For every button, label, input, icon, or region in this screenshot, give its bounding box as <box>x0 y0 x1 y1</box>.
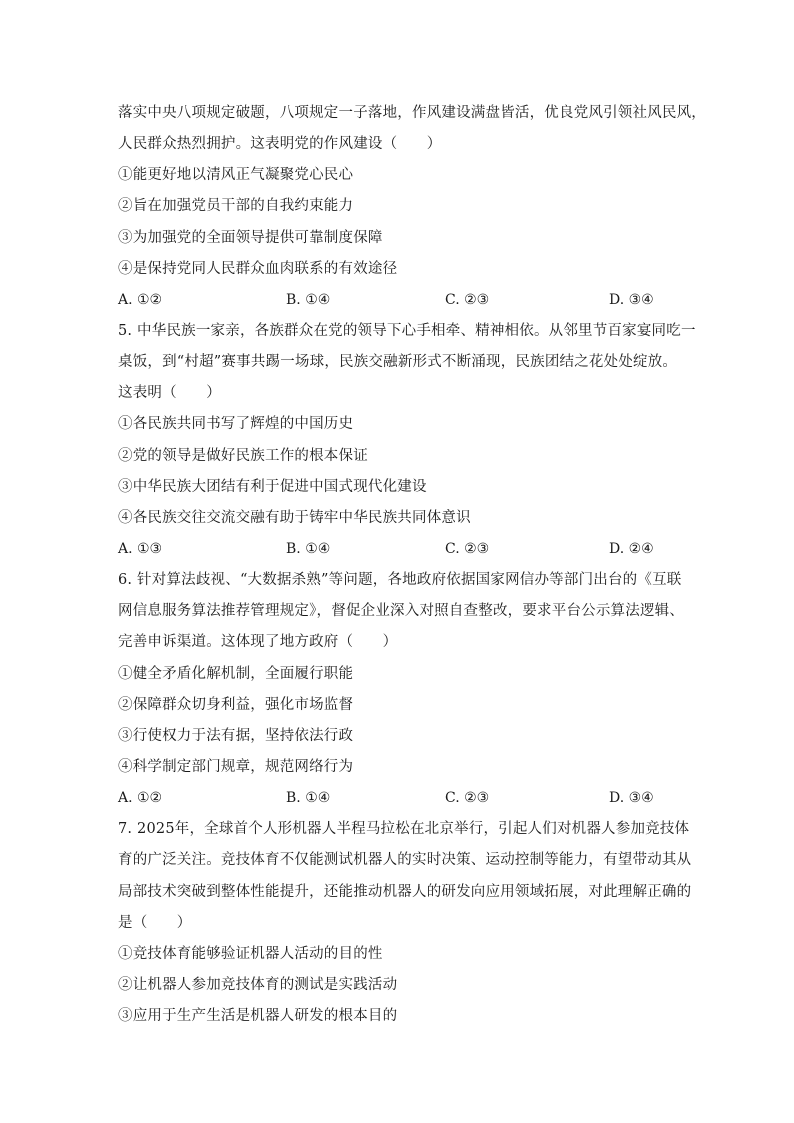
q4-option-b[interactable]: B. ①④ <box>286 292 331 308</box>
q6-statement-3: ③行使权力于法有据，坚持依法行政 <box>118 728 354 744</box>
q7-stem-line2: 育的广泛关注。竞技体育不仅能测试机器人的实时决策、运动控制等能力，有望带动其从 <box>118 852 692 868</box>
q4-option-a[interactable]: A. ①② <box>118 292 163 308</box>
q5-statement-4: ④各民族交往交流交融有助于铸牢中华民族共同体意识 <box>118 510 471 526</box>
q5-statement-2: ②党的领导是做好民族工作的根本保证 <box>118 448 368 464</box>
q6-option-d[interactable]: D. ③④ <box>609 790 654 806</box>
q6-option-c[interactable]: C. ②③ <box>445 790 490 806</box>
q4-stem-line2: 人民群众热烈拥护。这表明党的作风建设（ ） <box>118 136 442 152</box>
q4-option-d[interactable]: D. ③④ <box>609 292 654 308</box>
q4-option-c[interactable]: C. ②③ <box>445 292 490 308</box>
q6-stem-line2: 网信息服务算法推荐管理规定》，督促企业深入对照自查整改，要求平台公示算法逻辑、 <box>118 603 685 619</box>
q5-option-c[interactable]: C. ②③ <box>445 541 490 557</box>
q7-statement-2: ②让机器人参加竞技体育的测试是实践活动 <box>118 977 398 993</box>
q5-stem-line1: 5. 中华民族一家亲，各族群众在党的领导下心手相牵、精神相依。从邻里节百家宴同吃一 <box>118 323 696 339</box>
q7-statement-3: ③应用于生产生活是机器人研发的根本目的 <box>118 1008 398 1024</box>
q7-stem-line3: 局部技术突破到整体性能提升，还能推动机器人的研发向应用领域拓展，对此理解正确的 <box>118 884 692 900</box>
q4-stem-line1: 落实中央八项规定破题，八项规定一子落地，作风建设满盘皆活，优良党风引领社风民风， <box>118 105 706 121</box>
q5-statement-1: ①各民族共同书写了辉煌的中国历史 <box>118 416 354 432</box>
q6-statement-4: ④科学制定部门规章，规范网络行为 <box>118 759 354 775</box>
q7-stem-line1: 7. 2025年，全球首个人形机器人半程马拉松在北京举行，引起人们对机器人参加竞技体 <box>118 821 690 837</box>
q6-stem-line1: 6. 针对算法歧视、“大数据杀熟”等问题，各地政府依据国家网信办等部门出台的《互联 <box>118 572 682 588</box>
q4-statement-2: ②旨在加强党员干部的自我约束能力 <box>118 198 354 214</box>
q5-option-b[interactable]: B. ①④ <box>286 541 331 557</box>
q6-option-b[interactable]: B. ①④ <box>286 790 331 806</box>
q7-stem-line4: 是（ ） <box>118 915 192 931</box>
q4-statement-4: ④是保持党同人民群众血肉联系的有效途径 <box>118 261 398 277</box>
q7-statement-1: ①竞技体育能够验证机器人活动的目的性 <box>118 946 383 962</box>
q6-option-a[interactable]: A. ①② <box>118 790 163 806</box>
q5-option-d[interactable]: D. ②④ <box>609 541 654 557</box>
q5-option-a[interactable]: A. ①③ <box>118 541 163 557</box>
q6-statement-2: ②保障群众切身利益，强化市场监督 <box>118 697 354 713</box>
q5-stem-line3: 这表明（ ） <box>118 385 221 401</box>
q5-stem-line2: 桌饭，到“村超”赛事共踢一场球，民族交融新形式不断涌现，民族团结之花处处绽放。 <box>118 354 678 370</box>
q6-stem-line3: 完善申诉渠道。这体现了地方政府（ ） <box>118 634 398 650</box>
q4-statement-1: ①能更好地以清风正气凝聚党心民心 <box>118 167 354 183</box>
q5-statement-3: ③中华民族大团结有利于促进中国式现代化建设 <box>118 479 427 495</box>
q4-statement-3: ③为加强党的全面领导提供可靠制度保障 <box>118 230 383 246</box>
q6-statement-1: ①健全矛盾化解机制，全面履行职能 <box>118 666 354 682</box>
